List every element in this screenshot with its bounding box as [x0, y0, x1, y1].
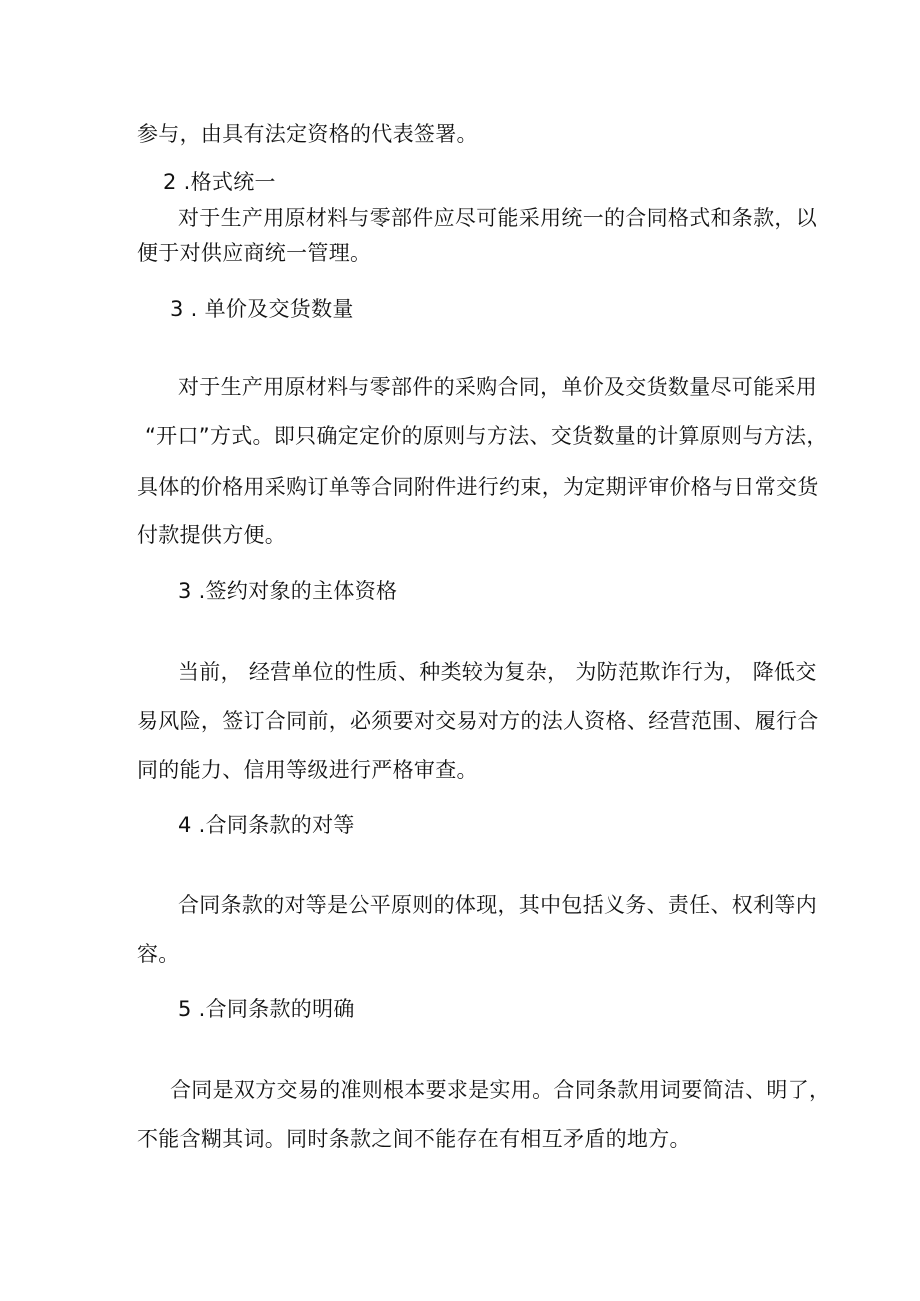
paragraph-line: 合同是双方交易的准则根本要求是实用。合同条款用词要简洁、明了， — [170, 1078, 831, 1102]
paragraph-line: 容。 — [137, 942, 180, 966]
paragraph-line: 便于对供应商统一管理。 — [137, 241, 372, 265]
paragraph-line: 当前， 经营单位的性质、种类较为复杂， 为防范欺诈行为， 降低交 — [178, 660, 817, 684]
paragraph-line: 对于生产用原材料与零部件应尽可能采用统一的合同格式和条款，以 — [178, 206, 817, 230]
paragraph-line: “开口”方式。即只确定定价的原则与方法、交货数量的计算原则与方法， — [145, 424, 828, 448]
section-heading-format-unified: 2 .格式统一 — [163, 170, 276, 194]
section-heading-unit-price: 3 . 单价及交货数量 — [170, 297, 354, 321]
paragraph-line: 不能含糊其词。同时条款之间不能存在有相互矛盾的地方。 — [137, 1127, 691, 1151]
paragraph-line: 易风险，签订合同前，必须要对交易对方的法人资格、经营范围、履行合 — [137, 709, 819, 733]
section-heading-contract-party: 3 .签约对象的主体资格 — [178, 579, 398, 603]
paragraph-line: 付款提供方便。 — [137, 523, 287, 547]
section-heading-terms-equal: 4 .合同条款的对等 — [178, 813, 355, 837]
paragraph-line: 同的能力、信用等级进行严格审查。 — [137, 758, 478, 782]
paragraph-line: 具体的价格用采购订单等合同附件进行约束，为定期评审价格与日常交货 — [137, 475, 819, 499]
paragraph-line: 对于生产用原材料与零部件的采购合同，单价及交货数量尽可能采用 — [178, 375, 817, 399]
paragraph-line: 合同条款的对等是公平原则的体现，其中包括义务、责任、权利等内 — [178, 893, 817, 917]
paragraph-line: 参与，由具有法定资格的代表签署。 — [137, 122, 478, 146]
section-heading-terms-clear: 5 .合同条款的明确 — [178, 997, 355, 1021]
